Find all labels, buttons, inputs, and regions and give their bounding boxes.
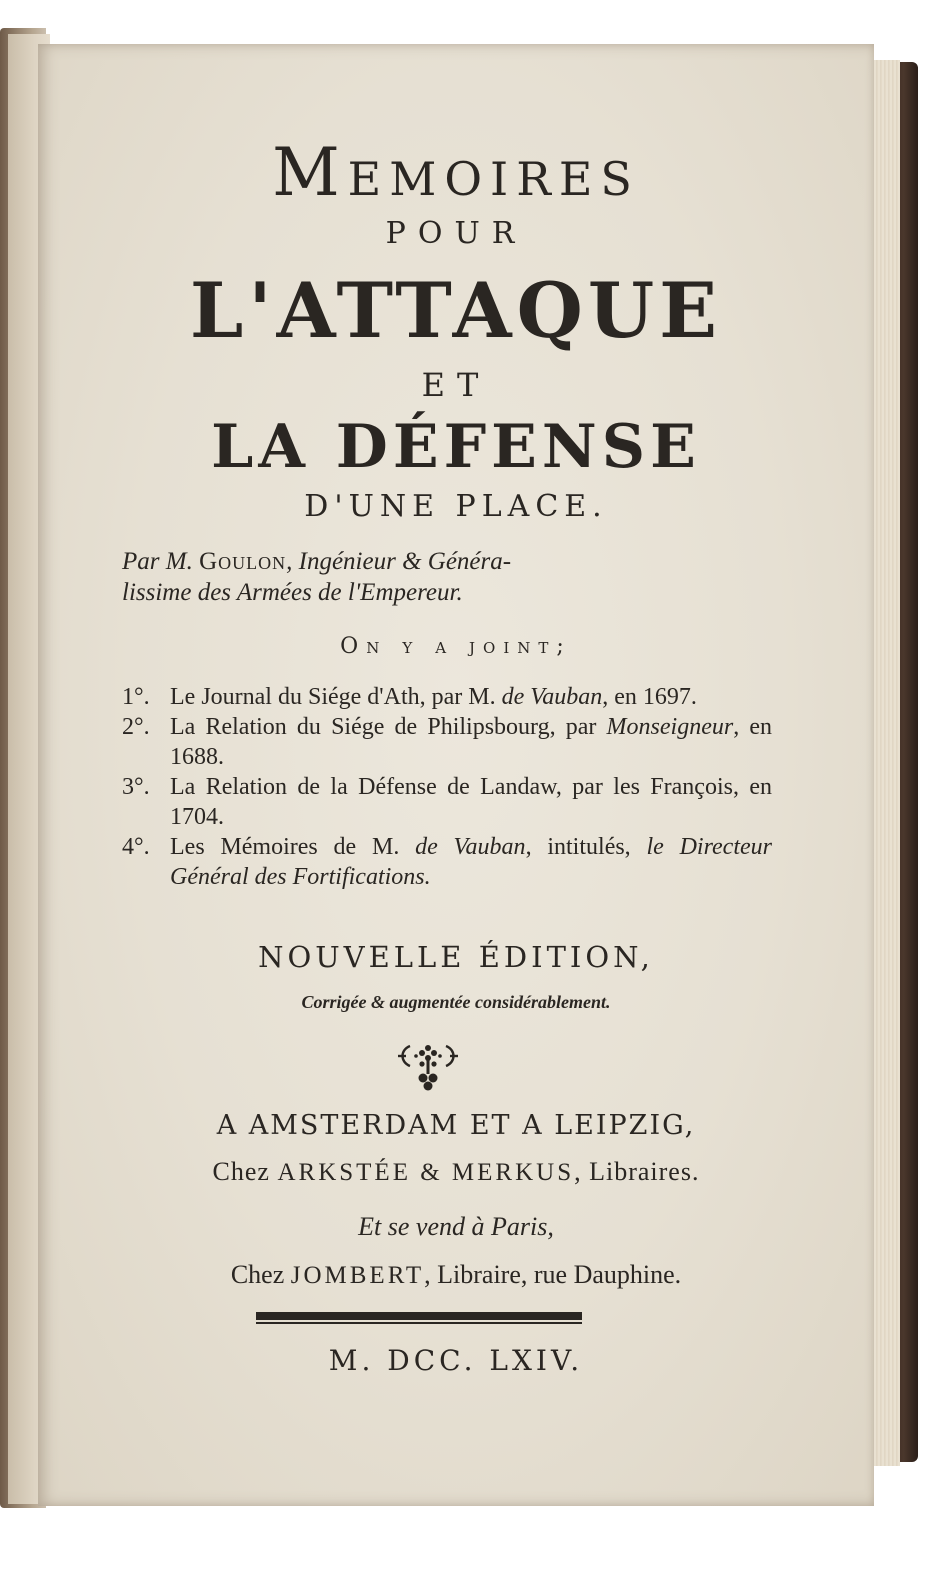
item-italic-2: le Directeur Général des Fortifications. [170, 834, 772, 890]
item-text: Le Journal du Siége d'Ath, par M. [170, 684, 502, 710]
item-text: Les Mémoires de M. [170, 834, 416, 860]
title-et: ET [421, 366, 491, 404]
item-number: 4°. [122, 834, 150, 860]
title-defense: LA DÉFENSE [211, 412, 701, 482]
author-suffix-1: , Ingénieur & Généra- [286, 548, 512, 575]
item-text-end: , en 1697. [602, 684, 697, 710]
item-number: 1°. [122, 684, 150, 710]
contents-item [122, 832, 772, 892]
jombert-prefix: Chez [230, 1260, 291, 1289]
publisher-suffix: , Libraires. [574, 1157, 700, 1186]
author-prefix: Par M. [122, 548, 200, 575]
joint-heading: On y a joint; [340, 634, 572, 659]
edition-statement: NOUVELLE ÉDITION, [258, 940, 654, 974]
item-text-mid: , intitulés, [525, 834, 647, 860]
imprint-date: M. DCC. LXIV. [328, 1344, 584, 1377]
contents-item [122, 712, 772, 772]
item-text: La Relation de la Défense de Landaw, par les François, en 1704. [170, 774, 772, 830]
edition-note: Corrigée & augmentée considérablement. [301, 992, 611, 1012]
imprint-jombert [38, 1260, 874, 1290]
imprint-paris: Et se vend à Paris, [358, 1212, 554, 1241]
rule-thick [256, 1312, 582, 1320]
title-attaque: L'ATTAQUE [189, 266, 723, 355]
item-italic: Monseigneur [606, 714, 734, 740]
double-rule-divider [256, 1312, 582, 1326]
imprint-city: A AMSTERDAM ET A LEIPZIG, [216, 1110, 696, 1141]
item-number: 2°. [122, 714, 150, 740]
item-italic: de Vauban [415, 834, 526, 860]
imprint-publisher [38, 1157, 874, 1187]
item-text-end: , en 1688. [170, 714, 773, 770]
publisher-prefix: Chez [212, 1157, 278, 1186]
fleuron-ornament-icon [396, 1038, 460, 1094]
title-memoires: Memoires [272, 134, 640, 211]
title-page [38, 44, 874, 1506]
author-statement [122, 546, 772, 608]
contents-item [122, 772, 772, 832]
title-page-content [38, 44, 874, 1506]
jombert-name: JOMBERT [290, 1262, 425, 1289]
author-suffix-2: lissime des Armées de l'Empereur. [122, 579, 463, 606]
contents-item [122, 682, 772, 712]
item-text: La Relation du Siége de Philipsbourg, par [170, 714, 607, 740]
title-pour: POUR [385, 216, 527, 251]
contents-list [122, 682, 772, 892]
title-place: D'UNE PLACE. [304, 489, 608, 524]
publisher-name: ARKSTÉE & MERKUS [277, 1159, 575, 1186]
item-italic: de Vauban [501, 684, 603, 710]
author-name: Goulon [199, 548, 287, 575]
jombert-suffix: , Libraire, rue Dauphine. [424, 1260, 682, 1289]
item-number: 3°. [122, 774, 150, 800]
rule-thin [256, 1322, 582, 1324]
